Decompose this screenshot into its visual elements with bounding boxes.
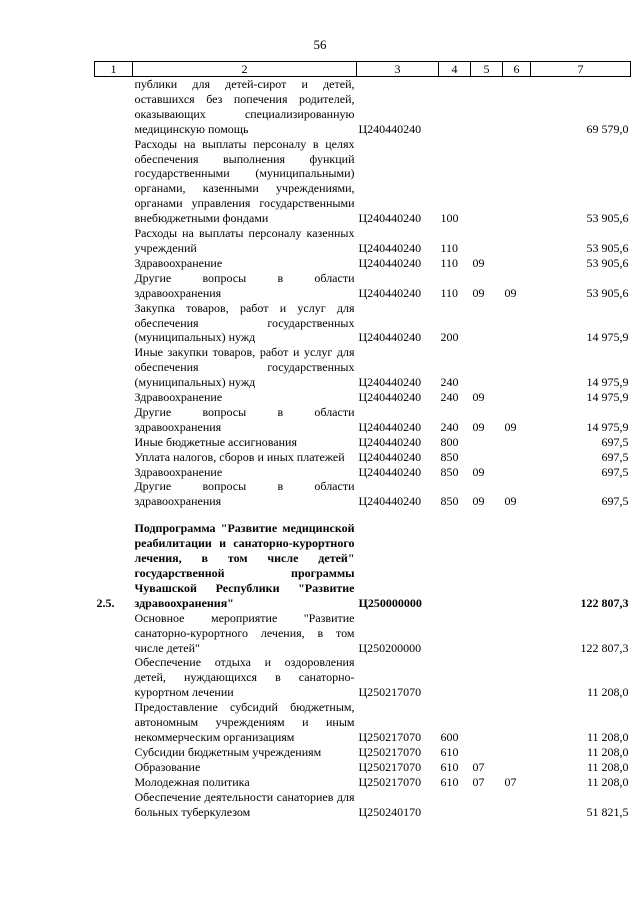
subsection-cell: 09 [504, 285, 517, 300]
page-number: 56 [313, 37, 327, 52]
section-cell [471, 790, 503, 820]
target-article-code-cell: Ц250217070 [358, 729, 422, 744]
table-row [95, 226, 631, 256]
subsection-cell [503, 611, 531, 656]
description-cell: Закупка товаров, работ и услуг для обеспечения государственных (муниципальных) нужд [134, 300, 355, 345]
description-cell: Иные бюджетные ассигнования [134, 434, 297, 449]
table-row [95, 465, 631, 480]
subsection-cell [503, 655, 531, 700]
expense-type-cell: 200 [440, 330, 459, 345]
amount-cell: 697,5 [601, 494, 629, 509]
subsection-cell [503, 256, 531, 271]
description-cell: Субсидии бюджетным учреждениям [134, 744, 322, 759]
row-number-cell [95, 479, 133, 509]
target-article-code-cell: Ц250200000 [358, 640, 422, 655]
amount-cell: 697,5 [601, 449, 629, 464]
section-cell [471, 77, 503, 137]
expense-type-cell: 850 [440, 464, 459, 479]
column-header: 2 [133, 62, 357, 77]
target-article-code-cell: Ц240440240 [358, 434, 422, 449]
amount-cell: 122 807,3 [580, 640, 629, 655]
row-number-cell [95, 655, 133, 700]
section-cell [471, 137, 503, 226]
row-number-cell [95, 760, 133, 775]
column-header: 6 [503, 62, 531, 77]
amount-cell: 14 975,9 [586, 390, 629, 405]
table-row [95, 745, 631, 760]
amount-cell: 697,5 [601, 434, 629, 449]
description-cell: Предоставление субсидий бюджетным, автономным учреждениям и иным некоммерческим организациям [134, 700, 355, 744]
subsection-cell: 09 [504, 494, 517, 509]
target-article-code-cell: Ц250217070 [358, 744, 422, 759]
row-number-cell [95, 301, 133, 346]
expense-type-cell: 240 [440, 390, 459, 405]
subsection-cell: 07 [504, 774, 517, 789]
description-cell: Здравоохранение [134, 390, 223, 405]
row-number-cell: 2.5. [96, 595, 115, 610]
column-header: 3 [357, 62, 439, 77]
subsection-cell [503, 77, 531, 137]
row-number-cell [95, 345, 133, 390]
table-row [95, 790, 631, 820]
budget-table [94, 61, 631, 819]
table-row [95, 345, 631, 390]
amount-cell: 53 905,6 [586, 211, 629, 226]
expense-type-cell: 610 [440, 744, 459, 759]
amount-cell: 14 975,9 [586, 330, 629, 345]
subsection-cell: 09 [504, 419, 517, 434]
amount-cell: 53 905,6 [586, 240, 629, 255]
row-number-cell [95, 700, 133, 745]
section-cell: 09 [472, 464, 485, 479]
target-article-code-cell: Ц240440240 [358, 211, 422, 226]
section-cell: 07 [472, 759, 485, 774]
expense-type-cell: 600 [440, 729, 459, 744]
table-row [95, 405, 631, 435]
amount-cell: 69 579,0 [586, 121, 629, 136]
row-number-cell [95, 226, 133, 256]
subsection-cell [503, 790, 531, 820]
subsection-cell [503, 760, 531, 775]
section-cell: 07 [472, 774, 485, 789]
section-cell [471, 521, 503, 610]
section-cell [471, 435, 503, 450]
row-number-cell [95, 405, 133, 435]
row-number-cell [95, 137, 133, 226]
target-article-code-cell: Ц240440240 [358, 240, 422, 255]
description-cell: Молодежная политика [134, 774, 250, 789]
section-cell: 09 [472, 390, 485, 405]
target-article-code-cell: Ц250240170 [358, 804, 422, 819]
spacer-cell [95, 509, 631, 521]
column-header-row [95, 62, 631, 77]
expense-type-cell: 800 [440, 434, 459, 449]
section-cell [471, 301, 503, 346]
target-article-code-cell: Ц240440240 [358, 464, 422, 479]
section-cell [471, 700, 503, 745]
row-number-cell [95, 465, 133, 480]
expense-type-cell: 240 [440, 419, 459, 434]
amount-cell: 51 821,5 [586, 804, 629, 819]
row-number-cell [95, 790, 133, 820]
table-row [95, 271, 631, 301]
section-cell [471, 450, 503, 465]
expense-type-cell: 850 [440, 449, 459, 464]
subsection-cell [503, 700, 531, 745]
amount-cell: 11 208,0 [586, 744, 629, 759]
section-cell: 09 [472, 494, 485, 509]
column-header: 4 [439, 62, 471, 77]
row-number-cell [95, 775, 133, 790]
subsection-cell [503, 465, 531, 480]
amount-cell: 11 208,0 [586, 759, 629, 774]
table-row [95, 137, 631, 226]
column-header: 7 [531, 62, 631, 77]
row-number-cell [95, 611, 133, 656]
row-number-cell [95, 77, 133, 137]
expense-type-cell [439, 611, 471, 656]
spacer-row [95, 509, 631, 521]
table-row [95, 700, 631, 745]
description-cell: Иные закупки товаров, работ и услуг для обеспечения государственных (муниципальных) нужд [134, 345, 355, 390]
table-row [95, 77, 631, 137]
table-row [95, 479, 631, 509]
amount-cell: 14 975,9 [586, 375, 629, 390]
target-article-code-cell: Ц240440240 [358, 255, 422, 270]
amount-cell: 53 905,6 [586, 255, 629, 270]
expense-type-cell: 850 [440, 494, 459, 509]
description-cell: Другие вопросы в области здравоохранения [134, 404, 355, 434]
description-cell: Другие вопросы в области здравоохранения [134, 479, 355, 509]
subsection-cell [503, 226, 531, 256]
table-row [95, 655, 631, 700]
target-article-code-cell: Ц240440240 [358, 494, 422, 509]
expense-type-cell: 110 [440, 285, 459, 300]
section-cell: 09 [472, 255, 485, 270]
expense-type-cell: 110 [440, 240, 459, 255]
amount-cell: 11 208,0 [586, 685, 629, 700]
target-article-code-cell: Ц240440240 [358, 449, 422, 464]
table-row [95, 256, 631, 271]
description-cell: Уплата налогов, сборов и иных платежей [134, 449, 345, 464]
target-article-code-cell: Ц240440240 [358, 121, 422, 136]
row-number-cell [95, 435, 133, 450]
expense-type-cell: 240 [440, 375, 459, 390]
section-cell [471, 226, 503, 256]
description-cell: Образование [134, 759, 201, 774]
amount-cell: 14 975,9 [586, 419, 629, 434]
row-number-cell [95, 745, 133, 760]
table-row [95, 775, 631, 790]
section-cell [471, 611, 503, 656]
amount-cell: 697,5 [601, 464, 629, 479]
expense-type-cell: 110 [440, 255, 459, 270]
amount-cell: 53 905,6 [586, 285, 629, 300]
expense-type-cell [439, 790, 471, 820]
target-article-code-cell: Ц250000000 [358, 595, 422, 610]
description-cell: Здравоохранение [134, 255, 223, 270]
table-row [95, 611, 631, 656]
row-number-cell [95, 390, 133, 405]
table-body [95, 77, 631, 820]
target-article-code-cell: Ц250217070 [358, 759, 422, 774]
table-row [95, 301, 631, 346]
section-cell: 09 [472, 285, 485, 300]
target-article-code-cell: Ц240440240 [358, 419, 422, 434]
description-cell: Другие вопросы в области здравоохранения [134, 270, 355, 300]
table-row [95, 450, 631, 465]
expense-type-cell: 100 [440, 211, 459, 226]
description-cell: Подпрограмма "Развитие медицинской реабилитации и санаторно-курортного лечения, в том числе детей" государственной программы Чувашской Республики "Развитие здравоохранения" [134, 521, 355, 610]
section-cell [471, 655, 503, 700]
description-cell: Обеспечение отдыха и оздоровления детей, нуждающихся в санаторно-курортном лечении [134, 655, 355, 700]
subsection-cell [503, 745, 531, 760]
amount-cell: 11 208,0 [586, 729, 629, 744]
expense-type-cell: 610 [440, 759, 459, 774]
description-cell: Расходы на выплаты персоналу в целях обеспечения выполнения функций государственными (муниципальными) органами, казенными учреждениями, органами управления государственными внебюджетными фондами [134, 136, 355, 226]
subsection-cell [503, 301, 531, 346]
target-article-code-cell: Ц240440240 [358, 390, 422, 405]
description-cell: Обеспечение деятельности санаториев для больных туберкулезом [134, 789, 355, 819]
row-number-cell [95, 450, 133, 465]
section-cell: 09 [472, 419, 485, 434]
subprogram-row [95, 521, 631, 610]
table-row [95, 390, 631, 405]
subsection-cell [503, 435, 531, 450]
column-header: 5 [471, 62, 503, 77]
expense-type-cell [439, 521, 471, 610]
target-article-code-cell: Ц250217070 [358, 774, 422, 789]
section-cell [471, 345, 503, 390]
expense-type-cell [439, 655, 471, 700]
row-number-cell [95, 256, 133, 271]
target-article-code-cell: Ц240440240 [358, 285, 422, 300]
description-cell: публики для детей-сирот и детей, оставшихся без попечения родителей, оказывающих специализированную медицинскую помощь [134, 77, 355, 136]
target-article-code-cell: Ц240440240 [358, 330, 422, 345]
column-header: 1 [95, 62, 133, 77]
target-article-code-cell: Ц250217070 [358, 685, 422, 700]
expense-type-cell [439, 77, 471, 137]
subsection-cell [503, 450, 531, 465]
description-cell: Основное мероприятие "Развитие санаторно-курортного лечения, в том числе детей" [134, 610, 355, 655]
table-row [95, 760, 631, 775]
amount-cell: 11 208,0 [586, 774, 629, 789]
target-article-code-cell: Ц240440240 [358, 375, 422, 390]
description-cell: Расходы на выплаты персоналу казенных учреждений [134, 226, 355, 255]
description-cell: Здравоохранение [134, 464, 223, 479]
row-number-cell [95, 271, 133, 301]
subsection-cell [503, 521, 531, 610]
subsection-cell [503, 390, 531, 405]
section-cell [471, 745, 503, 760]
subsection-cell [503, 345, 531, 390]
subsection-cell [503, 137, 531, 226]
expense-type-cell: 610 [440, 774, 459, 789]
amount-cell: 122 807,3 [580, 595, 629, 610]
table-row [95, 435, 631, 450]
